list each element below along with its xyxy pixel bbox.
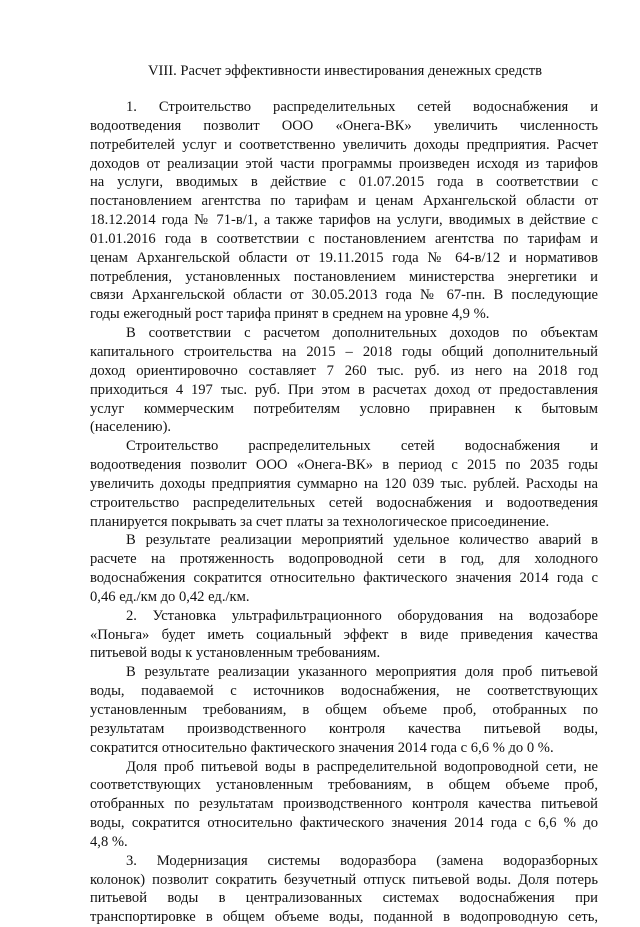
text-line: результатам производственного контроля качества питьевой воды, <box>90 720 598 737</box>
text-line: на услуги, вводимых в действие с 01.07.2015 года в соответствии с <box>90 174 598 191</box>
text-line: 0,46 ед./км до 0,42 ед./км. <box>90 588 250 605</box>
document-body <box>90 98 598 927</box>
text-line: 01.01.2016 года в соответствии с постановлением агентства по тарифам и <box>90 230 598 247</box>
text-line: увеличить доходы предприятия суммарно на 120 039 тыс. рублей. Расходы на <box>90 475 598 492</box>
text-line: питьевой воды к установленным требованиям. <box>90 645 381 662</box>
text-line: Доля проб питьевой воды в распределительной водопроводной сети, не <box>126 758 598 775</box>
text-line: В результате реализации указанного мероприятия доля проб питьевой <box>126 664 598 681</box>
text-line: приходиться 4 197 тыс. руб. При этом в расчетах доход от предоставления <box>90 381 598 398</box>
text-line: расчете на протяженность водопроводной сети в год, для холодного <box>90 551 598 568</box>
text-line: колонок) позволит сократить безучетный отпуск питьевой воды. Доля потерь <box>90 871 598 888</box>
text-line: капитального строительства на 2015 – 2018 годы общий дополнительный <box>90 343 598 360</box>
text-line: связи Архангельской области от 30.05.2013 года № 67-пн. В последующие <box>90 287 598 304</box>
text-line: Строительство распределительных сетей водоснабжения и <box>126 438 598 455</box>
text-line: сократится относительно фактического значения 2014 года с 6,6 % до 0 %. <box>90 739 554 756</box>
text-line: «Поньга» будет иметь социальный эффект в виде приведения качества <box>90 626 598 643</box>
text-line: 2. Установка ультрафильтрационного оборудования на водозаборе <box>126 607 598 624</box>
text-line: водоотведения позволит ООО «Онега-ВК» увеличить численность <box>90 117 598 134</box>
text-line: услуг коммерческим потребителям условно приравнен к бытовым <box>90 400 598 417</box>
text-line: 3. Модернизация системы водоразбора (замена водоразборных <box>126 852 598 869</box>
text-line: годы ежегодный рост тарифа принят в среднем на уровне 4,9 %. <box>90 306 490 323</box>
text-line: питьевой воды в централизованных системах водоснабжения при <box>90 890 598 907</box>
text-line: 4,8 %. <box>90 833 128 850</box>
text-line: транспортировке в общем объеме воды, поданной в водопроводную сеть, <box>90 909 598 926</box>
text-line: доход ориентировочно составляет 7 260 тыс. руб. из него на 2018 год <box>90 362 598 379</box>
text-line: потребления, установленных постановлением министерства энергетики и <box>90 268 598 285</box>
text-line: ценам Архангельской области от 19.11.2015 года № 64-в/12 и нормативов <box>90 249 598 266</box>
text-line: 18.12.2014 года № 71-в/1, а также тарифов на услуги, вводимых в действие с <box>90 212 598 229</box>
text-line: отобранных по результатам производственного контроля качества питьевой <box>90 796 598 813</box>
text-line: воды, сократится относительно фактического значения 2014 года с 6,6 % до <box>90 815 598 832</box>
section-title: VIII. Расчет эффективности инвестирования денежных средств <box>147 63 543 79</box>
text-line: постановлением агентства по тарифам и ценам Архангельской области от <box>90 193 598 210</box>
text-line: водоотведения позволит ООО «Онега-ВК» в период с 2015 по 2035 годы <box>90 457 598 474</box>
text-line: строительство распределительных сетей водоснабжения и водоотведения <box>90 494 598 511</box>
text-line: 1. Строительство распределительных сетей водоснабжения и <box>126 99 598 115</box>
text-line: В результате реализации мероприятий удельное количество аварий в <box>126 532 598 549</box>
text-line: доходов от реализации этой части программы произведен исходя из тарифов <box>90 155 598 172</box>
text-line: планируется покрывать за счет платы за технологическое присоединение. <box>90 513 550 530</box>
text-line: установленным требованиям, в общем объеме проб, отобранных по <box>90 702 598 718</box>
text-line: (населению). <box>90 419 172 436</box>
text-line: воды, подаваемой с источников водоснабжения, не соответствующих <box>90 683 598 700</box>
text-line: водоснабжения сократится относительно фактического значения 2014 года с <box>90 570 598 587</box>
text-line: В соответствии с расчетом дополнительных доходов по объектам <box>126 325 598 342</box>
text-line: соответствующих установленным требованиям, в общем объеме проб, <box>90 777 598 794</box>
text-line: потребителей услуг и соответственно увеличить доходы предприятия. Расчет <box>90 136 598 153</box>
